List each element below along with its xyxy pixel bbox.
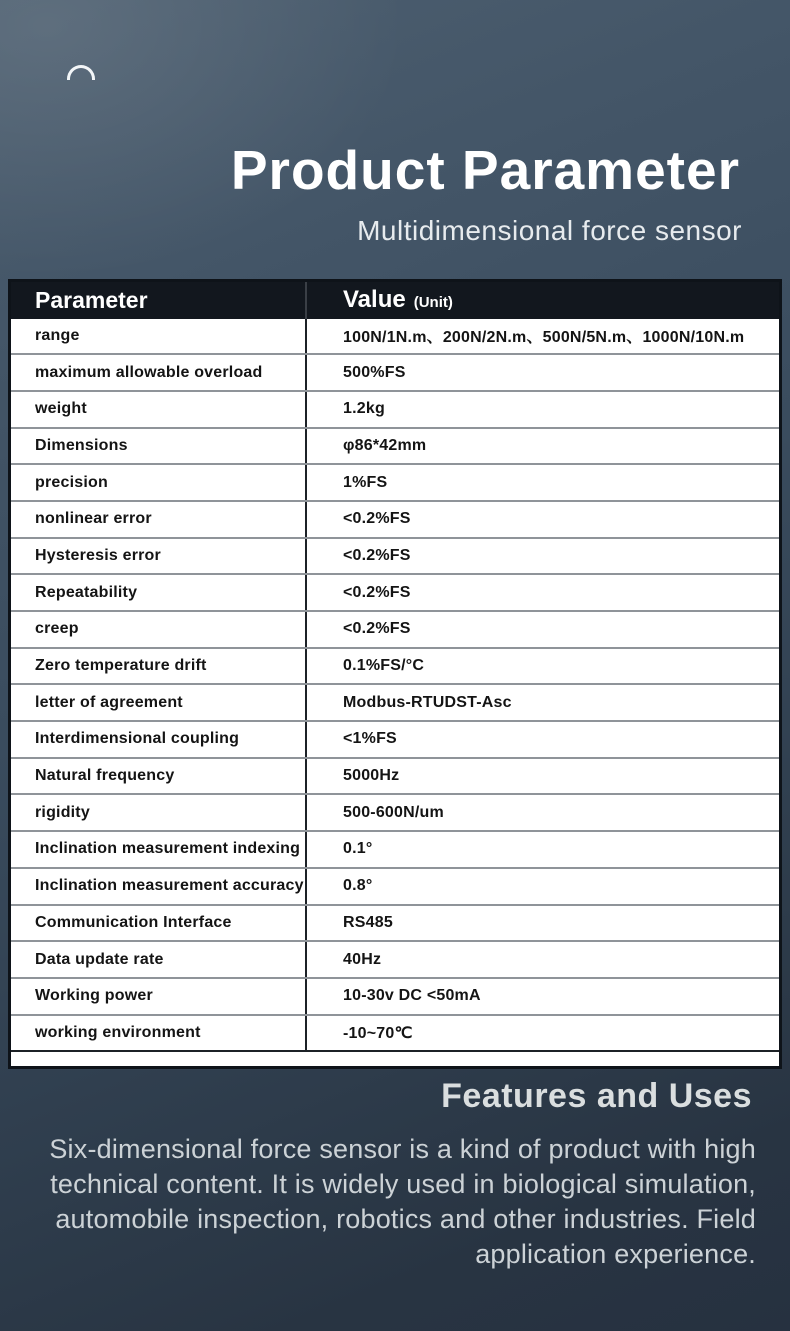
table-row (11, 649, 779, 686)
table-row (11, 575, 779, 612)
parameter-label-cell: Natural frequency (11, 759, 307, 794)
table-row (11, 465, 779, 502)
hero-section (0, 0, 790, 247)
table-row (11, 685, 779, 722)
spec-table-body (11, 319, 779, 1053)
features-section (0, 1077, 790, 1272)
parameter-label-cell: precision (11, 465, 307, 500)
parameter-label-cell: Hysteresis error (11, 539, 307, 574)
table-row (11, 355, 779, 392)
column-header-parameter: Parameter (11, 282, 307, 319)
column-header-value (307, 286, 779, 314)
parameter-label-cell: maximum allowable overload (11, 355, 307, 390)
parameter-value-cell: 5000Hz (343, 767, 400, 785)
parameter-value-cell: 500-600N/um (343, 803, 444, 821)
spec-table (8, 279, 782, 1070)
parameter-value-cell: 500%FS (343, 363, 406, 381)
parameter-label-cell: working environment (11, 1016, 307, 1051)
parameter-value-cell: <1%FS (343, 730, 397, 748)
parameter-value-cell: <0.2%FS (343, 510, 411, 528)
table-row (11, 539, 779, 576)
parameter-label-cell: Working power (11, 979, 307, 1014)
features-body-text: Six-dimensional force sensor is a kind of product with high technical content. It is widely used in biological simulation, automobile inspection, robotics and other industries. Field application experience. (49, 1134, 756, 1270)
parameter-value-cell: 0.8° (343, 877, 373, 895)
arc-decoration-icon (67, 65, 95, 80)
parameter-label-cell: Zero temperature drift (11, 649, 307, 684)
parameter-label-cell: Interdimensional coupling (11, 722, 307, 757)
page-subtitle: Multidimensional force sensor (357, 214, 742, 246)
parameter-label-cell: Dimensions (11, 429, 307, 464)
parameter-label-cell: weight (11, 392, 307, 427)
spec-table-header (11, 282, 779, 319)
parameter-value-cell: RS485 (343, 913, 393, 931)
parameter-value-cell: -10~70℃ (343, 1024, 413, 1042)
parameter-value-cell: <0.2%FS (343, 583, 411, 601)
table-row (11, 832, 779, 869)
parameter-label-cell: Inclination measurement accuracy (11, 869, 307, 904)
table-row (11, 429, 779, 466)
table-row (11, 795, 779, 832)
parameter-value-cell: 100N/1N.m、200N/2N.m、500N/5N.m、1000N/10N.m (343, 329, 745, 347)
column-header-unit-label: (Unit) (413, 294, 453, 311)
table-row (11, 942, 779, 979)
parameter-value-cell: <0.2%FS (343, 546, 411, 564)
table-row (11, 319, 779, 356)
parameter-value-cell: 40Hz (343, 950, 382, 968)
parameter-value-cell: <0.2%FS (343, 620, 411, 638)
features-heading: Features and Uses (441, 1077, 752, 1116)
page-title: Product Parameter (230, 139, 740, 201)
parameter-value-cell: 10-30v DC <50mA (343, 987, 481, 1005)
column-header-value-label: Value (343, 286, 406, 313)
parameter-value-cell: 1.2kg (343, 400, 385, 418)
parameter-value-cell: Modbus-RTUDST-Asc (343, 693, 512, 711)
parameter-label-cell: letter of agreement (11, 685, 307, 720)
parameter-value-cell: 1%FS (343, 473, 388, 491)
parameter-value-cell: 0.1%FS/°C (343, 657, 425, 675)
parameter-label-cell: range (11, 319, 307, 354)
table-row (11, 869, 779, 906)
parameter-label-cell: creep (11, 612, 307, 647)
parameter-label-cell: Inclination measurement indexing (11, 832, 307, 867)
table-row (11, 906, 779, 943)
parameter-label-cell: rigidity (11, 795, 307, 830)
parameter-label-cell: Data update rate (11, 942, 307, 977)
table-row (11, 502, 779, 539)
parameter-label-cell: Repeatability (11, 575, 307, 610)
table-row (11, 392, 779, 429)
table-row (11, 979, 779, 1016)
table-row (11, 722, 779, 759)
parameter-label-cell: nonlinear error (11, 502, 307, 537)
table-row (11, 612, 779, 649)
table-row (11, 1016, 779, 1053)
parameter-value-cell: 0.1° (343, 840, 373, 858)
parameter-value-cell: φ86*42mm (343, 436, 427, 454)
parameter-label-cell: Communication Interface (11, 906, 307, 941)
table-footer-strip (11, 1052, 779, 1066)
table-row (11, 759, 779, 796)
